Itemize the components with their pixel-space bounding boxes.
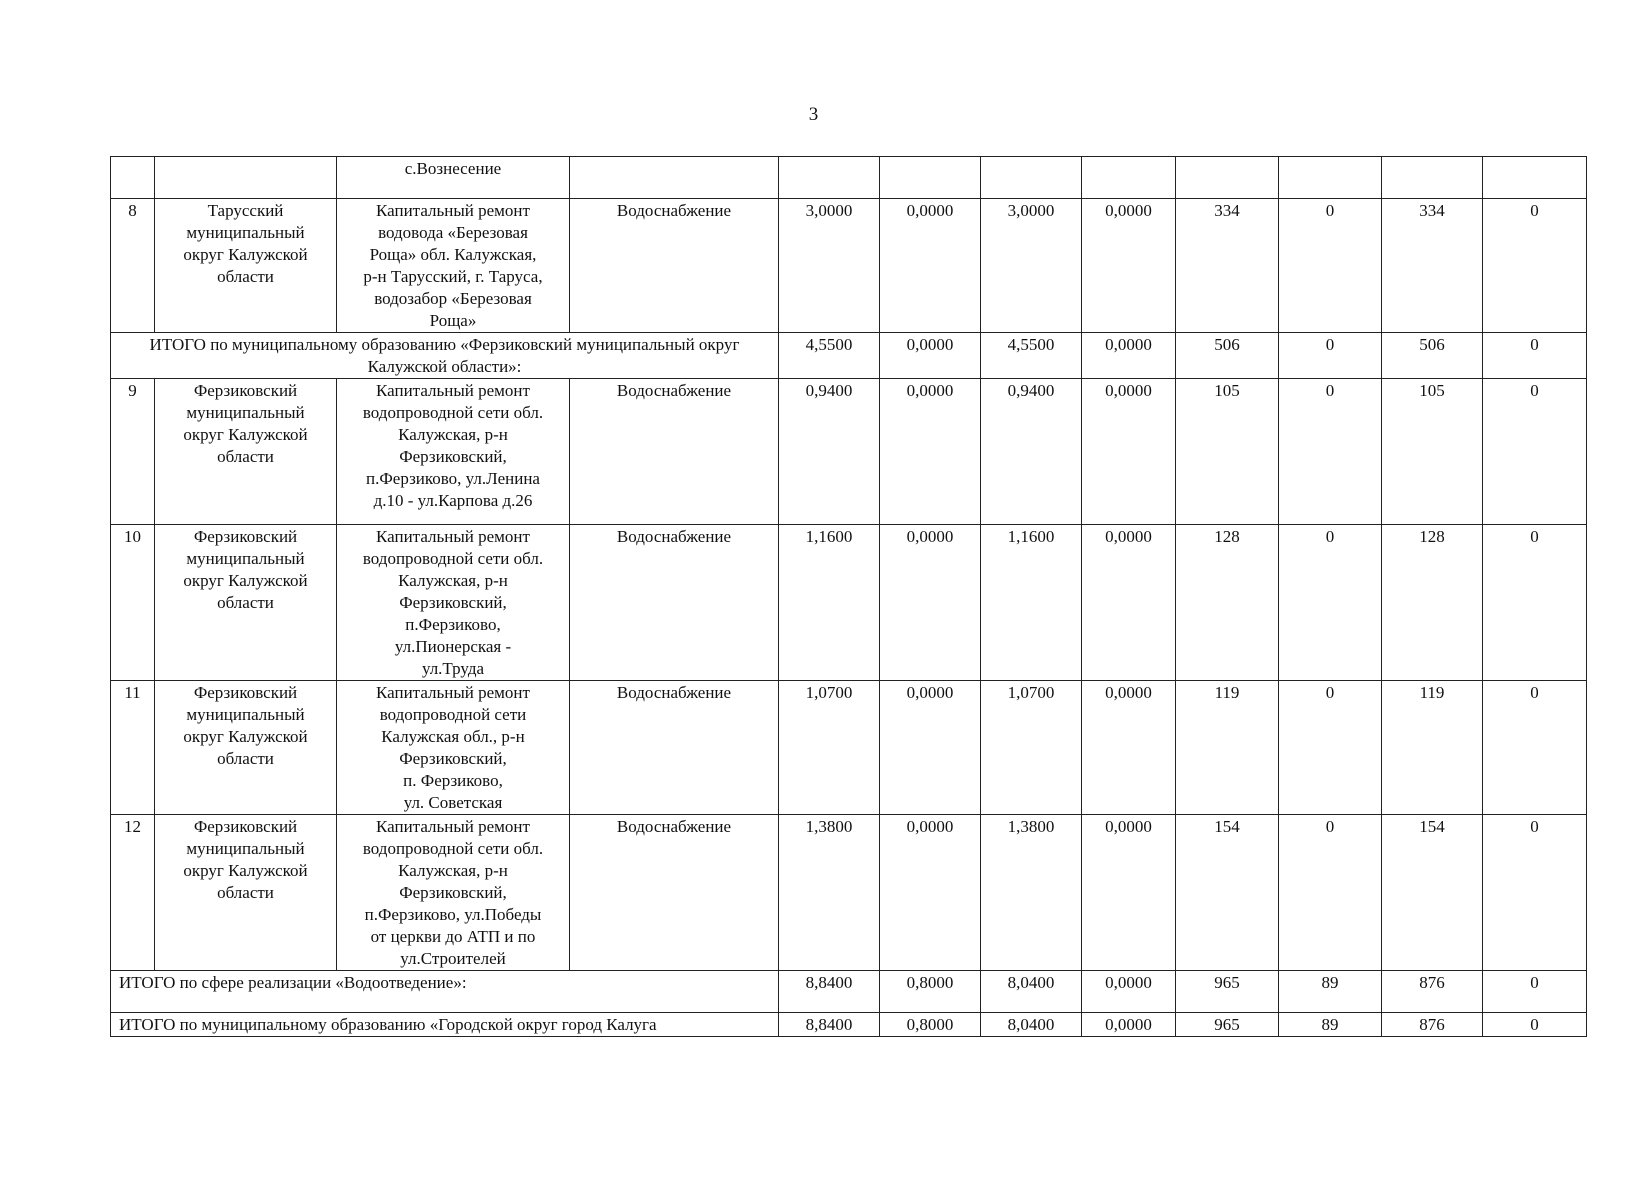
value-cell: 8,0400 — [981, 1013, 1082, 1037]
row-number-cell: 8 — [111, 199, 155, 333]
total-row — [111, 971, 1587, 1013]
value-cell: 154 — [1382, 815, 1483, 971]
object-cell: Капитальный ремонт водопроводной сети обл. Калужская, р-н Ферзиковский, п.Ферзиково, ул.Пионерская - ул.Труда — [337, 525, 570, 681]
value-cell: 0 — [1279, 681, 1382, 815]
value-cell: 0,0000 — [880, 681, 981, 815]
value-cell: 0,0000 — [880, 379, 981, 525]
value-cell: 965 — [1176, 971, 1279, 1013]
value-cell: 876 — [1382, 971, 1483, 1013]
value-cell: 0,0000 — [880, 333, 981, 379]
value-cell: 0,0000 — [1082, 1013, 1176, 1037]
value-cell: 506 — [1382, 333, 1483, 379]
sphere-cell: Водоснабжение — [570, 681, 779, 815]
value-cell: 1,1600 — [981, 525, 1082, 681]
value-cell: 0,0000 — [1082, 379, 1176, 525]
value-cell: 8,8400 — [779, 1013, 880, 1037]
object-cell: Капитальный ремонт водопроводной сети обл. Калужская, р-н Ферзиковский, п.Ферзиково, ул.Победы от церкви до АТП и по ул.Строителей — [337, 815, 570, 971]
value-cell: 334 — [1382, 199, 1483, 333]
municipality-cell: Ферзиковский муниципальный округ Калужской области — [155, 815, 337, 971]
object-cell: Капитальный ремонт водопроводной сети Калужская обл., р-н Ферзиковский, п. Ферзиково, ул. Советская — [337, 681, 570, 815]
municipality-cell — [155, 157, 337, 199]
value-cell: 1,0700 — [779, 681, 880, 815]
table-row — [111, 815, 1587, 971]
value-cell: 119 — [1382, 681, 1483, 815]
value-cell: 0 — [1483, 1013, 1587, 1037]
value-cell — [1082, 157, 1176, 199]
value-cell: 0 — [1279, 379, 1382, 525]
value-cell: 119 — [1176, 681, 1279, 815]
total-label-cell: ИТОГО по муниципальному образованию «Городской округ город Калуга — [111, 1013, 779, 1037]
row-number-cell: 12 — [111, 815, 155, 971]
value-cell: 0 — [1279, 525, 1382, 681]
object-cell: Капитальный ремонт водовода «Березовая Роща» обл. Калужская, р-н Тарусский, г. Таруса, водозабор «Березовая Роща» — [337, 199, 570, 333]
sphere-cell: Водоснабжение — [570, 525, 779, 681]
value-cell: 0,8000 — [880, 971, 981, 1013]
value-cell: 0 — [1483, 333, 1587, 379]
value-cell: 0 — [1483, 525, 1587, 681]
value-cell: 4,5500 — [779, 333, 880, 379]
value-cell: 0,0000 — [880, 199, 981, 333]
table-row — [111, 525, 1587, 681]
total-row — [111, 333, 1587, 379]
table-row — [111, 379, 1587, 525]
value-cell: 8,0400 — [981, 971, 1082, 1013]
value-cell: 0 — [1483, 681, 1587, 815]
value-cell — [1483, 157, 1587, 199]
value-cell: 128 — [1382, 525, 1483, 681]
value-cell: 154 — [1176, 815, 1279, 971]
total-row — [111, 1013, 1587, 1037]
value-cell — [981, 157, 1082, 199]
value-cell: 0 — [1483, 379, 1587, 525]
value-cell: 4,5500 — [981, 333, 1082, 379]
page-number: 3 — [808, 104, 819, 125]
value-cell: 334 — [1176, 199, 1279, 333]
value-cell: 89 — [1279, 971, 1382, 1013]
object-cell: Капитальный ремонт водопроводной сети обл. Калужская, р-н Ферзиковский, п.Ферзиково, ул.Ленина д.10 - ул.Карпова д.26 — [337, 379, 570, 525]
value-cell: 89 — [1279, 1013, 1382, 1037]
value-cell: 0,0000 — [1082, 971, 1176, 1013]
value-cell: 3,0000 — [779, 199, 880, 333]
value-cell: 0,9400 — [981, 379, 1082, 525]
total-label-cell: ИТОГО по сфере реализации «Водоотведение»: — [111, 971, 779, 1013]
value-cell — [1176, 157, 1279, 199]
value-cell: 506 — [1176, 333, 1279, 379]
value-cell: 8,8400 — [779, 971, 880, 1013]
sphere-cell: Водоснабжение — [570, 815, 779, 971]
table-body — [111, 157, 1587, 1037]
value-cell: 965 — [1176, 1013, 1279, 1037]
value-cell: 105 — [1382, 379, 1483, 525]
municipality-cell: Тарусский муниципальный округ Калужской области — [155, 199, 337, 333]
value-cell: 1,3800 — [779, 815, 880, 971]
table-row — [111, 157, 1587, 199]
sphere-cell: Водоснабжение — [570, 199, 779, 333]
value-cell: 3,0000 — [981, 199, 1082, 333]
row-number-cell — [111, 157, 155, 199]
value-cell: 105 — [1176, 379, 1279, 525]
row-number-cell: 10 — [111, 525, 155, 681]
value-cell: 0,9400 — [779, 379, 880, 525]
value-cell: 1,0700 — [981, 681, 1082, 815]
value-cell: 1,1600 — [779, 525, 880, 681]
value-cell: 1,3800 — [981, 815, 1082, 971]
data-table — [110, 156, 1587, 1037]
table-row — [111, 199, 1587, 333]
value-cell: 0,0000 — [1082, 199, 1176, 333]
municipality-cell: Ферзиковский муниципальный округ Калужской области — [155, 525, 337, 681]
value-cell: 0,0000 — [1082, 333, 1176, 379]
value-cell: 0,0000 — [880, 815, 981, 971]
municipality-cell: Ферзиковский муниципальный округ Калужской области — [155, 379, 337, 525]
value-cell: 0,8000 — [880, 1013, 981, 1037]
value-cell: 0 — [1483, 815, 1587, 971]
value-cell: 128 — [1176, 525, 1279, 681]
value-cell: 876 — [1382, 1013, 1483, 1037]
value-cell: 0 — [1279, 333, 1382, 379]
row-number-cell: 9 — [111, 379, 155, 525]
value-cell: 0 — [1279, 815, 1382, 971]
object-cell: с.Вознесение — [337, 157, 570, 199]
sphere-cell: Водоснабжение — [570, 379, 779, 525]
total-label-cell: ИТОГО по муниципальному образованию «Ферзиковский муниципальный округ Калужской области»: — [111, 333, 779, 379]
value-cell — [1279, 157, 1382, 199]
value-cell — [779, 157, 880, 199]
value-cell: 0,0000 — [1082, 815, 1176, 971]
value-cell: 0,0000 — [880, 525, 981, 681]
value-cell — [1382, 157, 1483, 199]
table-row — [111, 681, 1587, 815]
sphere-cell — [570, 157, 779, 199]
value-cell: 0,0000 — [1082, 525, 1176, 681]
value-cell: 0,0000 — [1082, 681, 1176, 815]
value-cell: 0 — [1279, 199, 1382, 333]
row-number-cell: 11 — [111, 681, 155, 815]
municipality-cell: Ферзиковский муниципальный округ Калужской области — [155, 681, 337, 815]
value-cell: 0 — [1483, 199, 1587, 333]
value-cell — [880, 157, 981, 199]
value-cell: 0 — [1483, 971, 1587, 1013]
